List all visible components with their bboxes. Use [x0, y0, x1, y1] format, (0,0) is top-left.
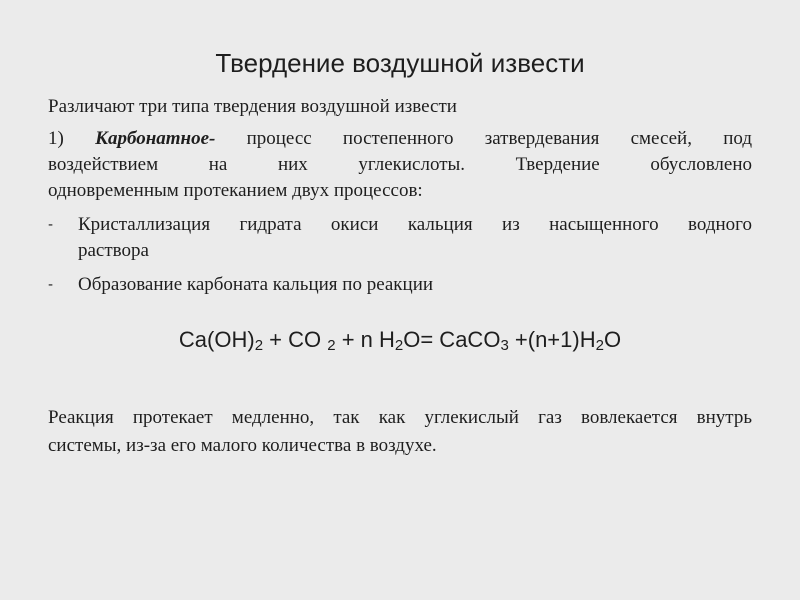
list-item: [48, 272, 752, 298]
carbonate-line-2: воздействием на них углекислоты. Твердение обусловлено: [48, 154, 752, 175]
slide-title: Твердение воздушной извести: [215, 48, 585, 78]
carbonate-paragraph: [48, 126, 752, 204]
carbonate-term: Карбонатное-: [95, 128, 216, 149]
conclusion-line-2: системы, из-за его малого количества в воздухе.: [48, 435, 437, 456]
eq-part: + CO: [263, 327, 328, 352]
list-item: [48, 212, 752, 264]
eq-part: O= CaCO: [403, 327, 501, 352]
carbonate-line-1-rest: процесс постепенного затвердевания смесей, под: [215, 128, 753, 149]
conclusion-paragraph: [48, 404, 752, 460]
eq-subscript: 2: [394, 337, 404, 354]
slide-body: [48, 94, 752, 306]
bullet-marker: -: [48, 217, 54, 233]
eq-part: Ca(OH): [178, 327, 255, 352]
eq-subscript: 3: [500, 337, 509, 354]
intro-text: Различают три типа твердения воздушной извести: [48, 96, 457, 117]
conclusion-line-1: Реакция протекает медленно, так как углекислый газ вовлекается внутрь: [48, 407, 752, 428]
carbonate-line-1: [48, 126, 752, 152]
item-number: 1): [48, 128, 64, 149]
bullet-line-1: Кристаллизация гидрата окиси кальция из насыщенного водного: [78, 214, 752, 235]
eq-subscript: 2: [254, 337, 264, 354]
process-list: [48, 212, 752, 298]
eq-subscript: 2: [327, 337, 336, 354]
carbonate-line-3: одновременным протеканием двух процессов:: [48, 180, 423, 201]
eq-part: +(n+1)H: [508, 327, 596, 352]
reaction-equation: [0, 327, 800, 354]
eq-subscript: 2: [595, 337, 604, 354]
bullet-marker: -: [48, 277, 54, 293]
eq-part: O: [603, 327, 622, 352]
bullet-line-1: Образование карбоната кальция по реакции: [78, 274, 434, 295]
eq-part: + n H: [335, 327, 395, 352]
bullet-line-2: раствора: [78, 240, 149, 261]
